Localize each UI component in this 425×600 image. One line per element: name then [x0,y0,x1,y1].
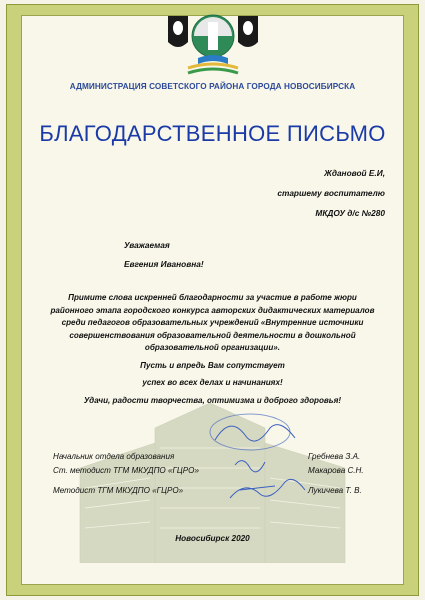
salutation-block [124,236,204,274]
wish-line-1: Пусть и впредь Вам сопутствует [140,361,285,370]
addressee-block [277,163,385,223]
signer-role: Методист ТГМ МКУДПО «ГЦРО» [53,486,184,495]
wish-line-3: Удачи, радости творчества, оптимизма и доброго здоровья! [83,396,342,405]
signature-row [53,452,373,464]
wish-line-2: успех во всех делах и начинаниях! [142,378,283,387]
signature-row [53,466,373,478]
administration-title: АДМИНИСТРАЦИЯ СОВЕТСКОГО РАЙОНА ГОРОДА НОВОСИБИРСКА [69,82,356,91]
signature-row [53,486,373,498]
addressee-organization: МКДОУ д/с №280 [315,208,385,218]
signer-name: Гребнева З.А. [308,452,361,461]
document-title: БЛАГОДАРСТВЕННОЕ ПИСЬМО [39,121,386,146]
body-paragraph: Примите слова искренней благодарности за участие в работе жюри районного этапа городского конкурса авторских дидактических материалов среди педагогов образовательных учреждений «Внутренние источники совершенствования образовательной деятельности в дошкольной образовательной организации». [50,293,375,353]
footer-city-year: Новосибирск 2020 [175,534,250,543]
salutation-name: Евгения Ивановна! [124,259,204,269]
signer-role: Начальник отдела образования [53,452,175,461]
signer-name: Макарова С.Н. [308,466,364,475]
signer-name: Лукичева Т. В. [308,486,362,495]
salutation-greeting: Уважаемая [124,240,170,250]
coat-of-arms-icon [158,8,268,80]
addressee-name: Ждановой Е.И, [324,168,385,178]
signer-role: Ст. методист ТГМ МКУДПО «ГЦРО» [53,466,199,475]
addressee-position: старшему воспитателю [277,188,385,198]
